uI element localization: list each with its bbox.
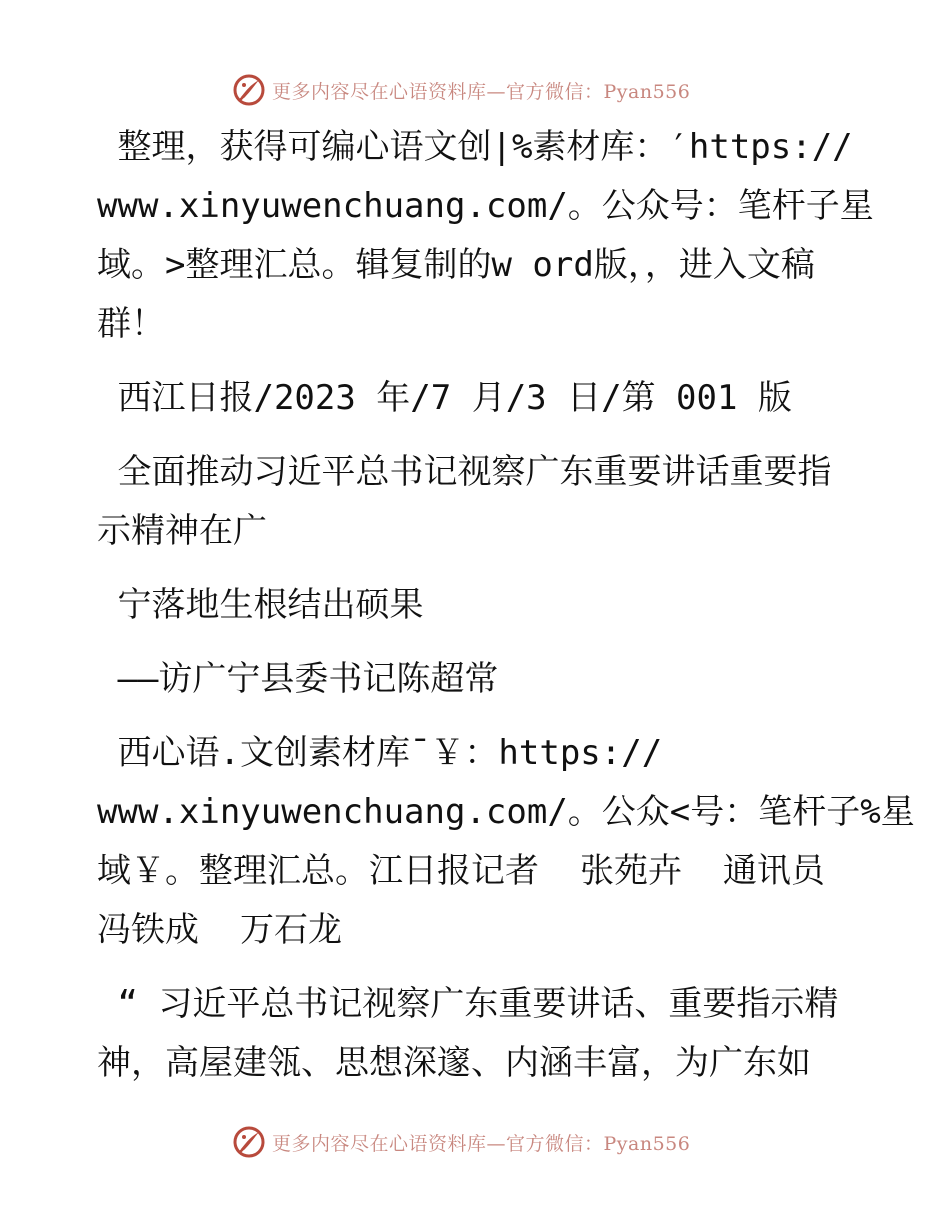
text-line: “ 习近平总书记视察广东重要讲话、重要指示精 bbox=[97, 984, 839, 1024]
text-line: www.xinyuwenchuang.com/。公众号：笔杆子星 bbox=[97, 186, 874, 226]
text-line: 示精神在广 bbox=[97, 511, 267, 551]
paragraph-publication-info bbox=[97, 369, 897, 428]
header-banner bbox=[0, 70, 950, 110]
paragraph-headline bbox=[97, 443, 897, 561]
paragraph-byline bbox=[97, 724, 915, 960]
text-line: www.xinyuwenchuang.com/。公众<号：笔杆子%星 bbox=[97, 792, 915, 832]
text-line: 冯铁成 万石龙 bbox=[97, 910, 342, 950]
text-line: 域￥。整理汇总。江日报记者 张苑卉 通讯员 bbox=[97, 851, 825, 891]
banner-text: 更多内容尽在心语资料库—官方微信：Pyan556 bbox=[272, 1132, 691, 1155]
paragraph-subtitle bbox=[97, 650, 897, 709]
text-line: 神，高屋建瓴、思想深邃、内涵丰富，为广东如 bbox=[97, 1043, 811, 1083]
banner-text: 更多内容尽在心语资料库—官方微信：Pyan556 bbox=[272, 80, 691, 103]
text-line: 域。>整理汇总。辑复制的w ord版，，进入文稿 bbox=[97, 245, 815, 285]
text-line: ——访广宁县委书记陈超常 bbox=[97, 659, 499, 699]
text-line: 群！ bbox=[97, 304, 165, 344]
paragraph-headline-cont bbox=[97, 576, 897, 635]
text-line: 西心语.文创素材库¯￥：https:// bbox=[97, 733, 663, 773]
document-body bbox=[97, 118, 915, 1093]
text-line: 宁落地生根结出硕果 bbox=[97, 585, 424, 625]
text-line: 整理，获得可编心语文创|%素材库：′https:// bbox=[97, 127, 853, 167]
footer-banner bbox=[0, 1122, 950, 1162]
quill-logo-icon bbox=[232, 1125, 266, 1159]
text-line: 全面推动习近平总书记视察广东重要讲话重要指 bbox=[97, 452, 832, 492]
paragraph-source-note bbox=[97, 118, 897, 354]
text-line: 西江日报/2023 年/7 月/3 日/第 001 版 bbox=[97, 378, 792, 418]
paragraph-quote bbox=[97, 975, 897, 1093]
quill-logo-icon bbox=[232, 73, 266, 107]
